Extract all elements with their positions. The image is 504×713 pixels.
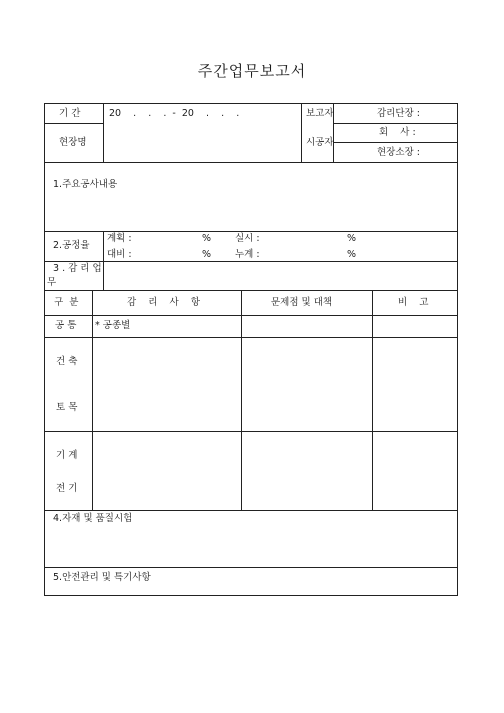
- rule-h: [45, 162, 457, 163]
- table-header-remarks: 비 고: [398, 297, 429, 308]
- rule-v: [92, 290, 93, 510]
- period-label: 기 간: [59, 108, 81, 119]
- rule-v: [103, 231, 104, 261]
- supervision-label-line2: 무: [47, 277, 57, 288]
- rule-h: [45, 231, 457, 232]
- rule-h: [45, 431, 457, 432]
- rule-h: [45, 567, 457, 568]
- materials-section-title: 4.자재 및 품질시험: [53, 513, 133, 524]
- row-label-mechanical: 기 계: [56, 450, 78, 461]
- row-label-common: 공 통: [55, 320, 77, 331]
- row-common-content: * 공종별: [95, 320, 131, 331]
- table-header-supervision: 감 리 사 항: [127, 297, 200, 308]
- progress-label: 2.공정율: [53, 240, 90, 251]
- actual-label: 실시 :: [235, 233, 260, 244]
- contractor-label: 시공자: [306, 137, 334, 148]
- site-manager-field[interactable]: 현장소장 :: [377, 147, 420, 158]
- plan-percent: %: [202, 233, 212, 244]
- cumulative-percent: %: [347, 249, 357, 260]
- rule-h: [45, 290, 457, 291]
- rule-v: [103, 261, 104, 290]
- site-name-label: 현장명: [59, 137, 87, 148]
- rule-h: [45, 315, 457, 316]
- rule-v: [301, 104, 302, 123]
- row-label-civil: 토 목: [56, 402, 78, 413]
- rule-h: [45, 261, 457, 262]
- rule-v: [241, 290, 242, 510]
- rule-h: [45, 123, 103, 124]
- plan-label: 계획 :: [107, 233, 132, 244]
- cumulative-label: 누계 :: [235, 249, 260, 260]
- reporter-label: 보고자: [306, 108, 334, 119]
- report-form: [44, 103, 458, 596]
- table-header-issues: 문제점 및 대책: [271, 297, 333, 308]
- row-label-architecture: 건 축: [56, 356, 78, 367]
- main-work-section-title: 1.주요공사내용: [53, 179, 118, 190]
- comparison-percent: %: [202, 249, 212, 260]
- supervision-label-line1: 3 . 감 리 업: [53, 263, 102, 274]
- rule-h: [45, 510, 457, 511]
- supervisor-lead-field[interactable]: 감리단장 :: [377, 108, 420, 119]
- comparison-label: 대비 :: [107, 249, 132, 260]
- table-header-category: 구 분: [54, 297, 79, 308]
- rule-h: [45, 337, 457, 338]
- rule-v: [103, 104, 104, 162]
- page-title: 주간업무보고서: [197, 62, 307, 80]
- safety-section-title: 5.안전관리 및 특기사항: [53, 572, 151, 583]
- row-label-electrical: 전 기: [56, 483, 78, 494]
- rule-h: [333, 123, 457, 124]
- rule-h: [333, 142, 457, 143]
- rule-v: [301, 123, 302, 162]
- actual-percent: %: [347, 233, 357, 244]
- period-field[interactable]: 20 . . . - 20 . . .: [109, 108, 240, 119]
- company-field[interactable]: 회 사 :: [379, 127, 416, 138]
- rule-v: [372, 290, 373, 510]
